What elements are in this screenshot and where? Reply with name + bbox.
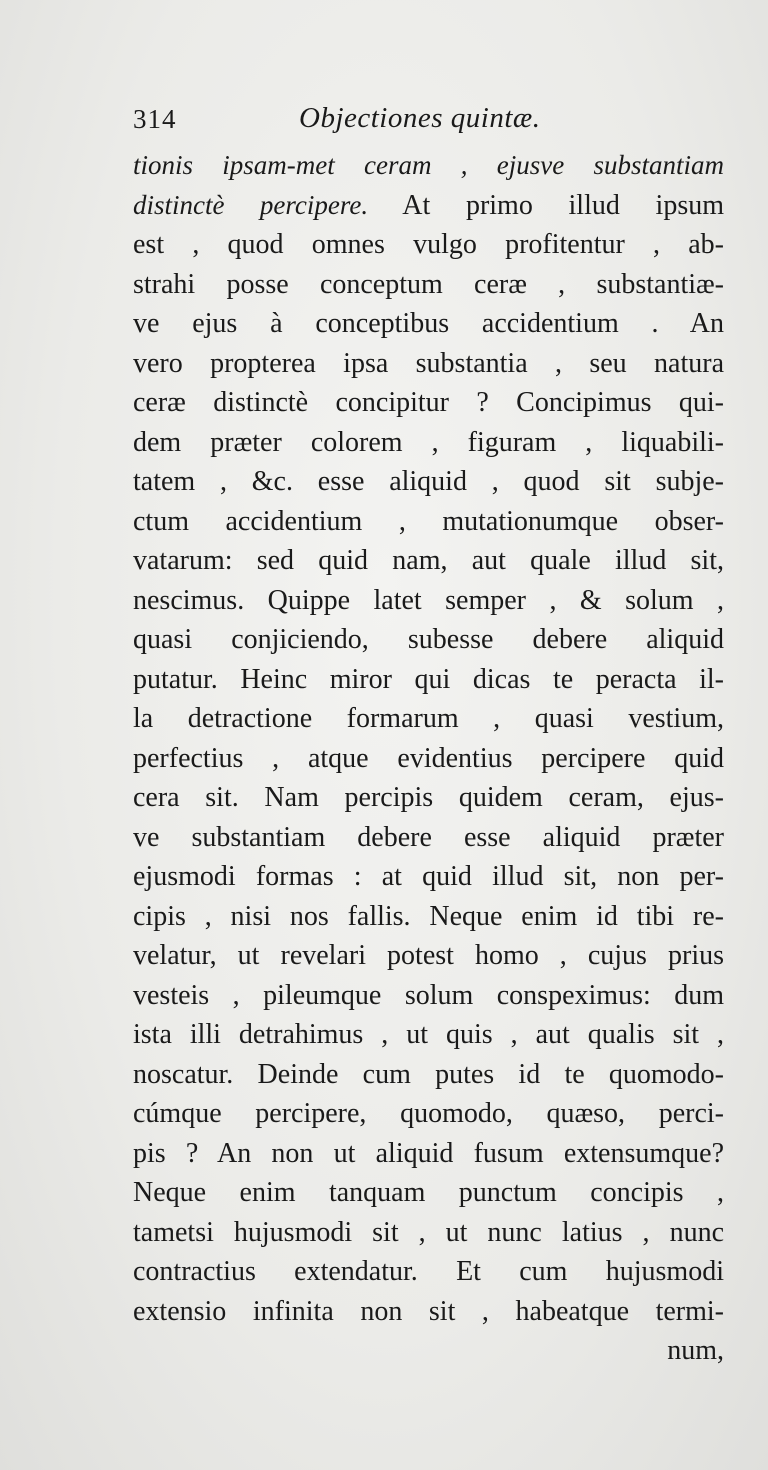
italic-text: tionis ipsam-met ceram , ejusve substantiam bbox=[133, 150, 724, 180]
text-line bbox=[133, 936, 724, 976]
text-line bbox=[133, 1213, 724, 1253]
text-line bbox=[133, 1331, 724, 1371]
roman-text: ve ejus à conceptibus accidentium . An bbox=[133, 308, 724, 339]
text-line bbox=[133, 1055, 724, 1095]
roman-text: tatem , &c. esse aliquid , quod sit subje- bbox=[133, 466, 724, 497]
text-line bbox=[133, 1134, 724, 1174]
roman-text: strahi posse conceptum ceræ , substantiæ- bbox=[133, 268, 724, 300]
roman-text: num, bbox=[667, 1335, 724, 1366]
roman-text: pis ? An non ut aliquid fusum extensumque? bbox=[133, 1137, 724, 1169]
roman-text: At primo illud ipsum bbox=[368, 189, 724, 221]
text-line bbox=[133, 699, 724, 739]
page-header bbox=[133, 100, 733, 144]
roman-text: quasi conjiciendo, subesse debere aliquid bbox=[133, 624, 724, 655]
roman-text: perfectius , atque evidentius percipere quid bbox=[133, 742, 724, 774]
roman-text: tametsi hujusmodi sit , ut nunc latius , nunc bbox=[133, 1216, 724, 1248]
text-line bbox=[133, 1094, 724, 1134]
roman-text: ejusmodi formas : at quid illud sit, non per- bbox=[133, 861, 724, 892]
text-line bbox=[133, 541, 724, 581]
roman-text: putatur. Heinc miror qui dicas te peracta il- bbox=[133, 663, 724, 695]
text-line bbox=[133, 502, 724, 542]
text-line bbox=[133, 146, 724, 186]
text-line bbox=[133, 857, 724, 897]
text-line bbox=[133, 1173, 724, 1213]
text-line bbox=[133, 660, 724, 700]
text-line bbox=[133, 304, 724, 344]
roman-text: ve substantiam debere esse aliquid præter bbox=[133, 821, 724, 853]
text-line bbox=[133, 976, 724, 1016]
body-text bbox=[133, 146, 724, 1371]
text-line bbox=[133, 462, 724, 502]
text-line bbox=[133, 383, 724, 423]
roman-text: velatur, ut revelari potest homo , cujus prius bbox=[133, 940, 724, 971]
text-line bbox=[133, 1015, 724, 1055]
text-line bbox=[133, 265, 724, 305]
roman-text: cera sit. Nam percipis quidem ceram, ejus- bbox=[133, 782, 724, 813]
roman-text: cipis , nisi nos fallis. Neque enim id tibi re- bbox=[133, 900, 724, 932]
roman-text: vero propterea ipsa substantia , seu natura bbox=[133, 347, 724, 379]
roman-text: nescimus. Quippe latet semper , & solum , bbox=[133, 584, 724, 616]
roman-text: Neque enim tanquam punctum concipis , bbox=[133, 1177, 724, 1208]
text-line bbox=[133, 186, 724, 226]
italic-text: distinctè percipere. bbox=[133, 189, 369, 220]
text-line bbox=[133, 344, 724, 384]
text-line bbox=[133, 739, 724, 779]
roman-text: noscatur. Deinde cum putes id te quomodo- bbox=[133, 1058, 724, 1090]
roman-text: cúmque percipere, quomodo, quæso, perci- bbox=[133, 1098, 724, 1129]
roman-text: extensio infinita non sit , habeatque termi- bbox=[133, 1295, 724, 1327]
text-line bbox=[133, 1292, 724, 1332]
text-line bbox=[133, 1252, 724, 1292]
page-number: 314 bbox=[133, 104, 177, 134]
roman-text: vatarum: sed quid nam, aut quale illud sit, bbox=[133, 545, 724, 576]
text-line bbox=[133, 620, 724, 660]
text-line bbox=[133, 423, 724, 463]
text-line bbox=[133, 897, 724, 937]
text-line bbox=[133, 818, 724, 858]
roman-text: dem præter colorem , figuram , liquabili- bbox=[133, 426, 724, 458]
roman-text: ctum accidentium , mutationumque obser- bbox=[133, 505, 724, 537]
text-line bbox=[133, 778, 724, 818]
roman-text: contractius extendatur. Et cum hujusmodi bbox=[133, 1256, 724, 1287]
text-line bbox=[133, 581, 724, 621]
running-title: Objectiones quintæ. bbox=[299, 102, 541, 134]
roman-text: vesteis , pileumque solum conspeximus: dum bbox=[133, 979, 724, 1011]
roman-text: est , quod omnes vulgo profitentur , ab- bbox=[133, 229, 724, 260]
roman-text: ceræ distinctè concipitur ? Concipimus qui- bbox=[133, 387, 724, 418]
text-line bbox=[133, 225, 724, 265]
roman-text: ista illi detrahimus , ut quis , aut qualis sit , bbox=[133, 1019, 724, 1050]
roman-text: la detractione formarum , quasi vestium, bbox=[133, 703, 724, 734]
